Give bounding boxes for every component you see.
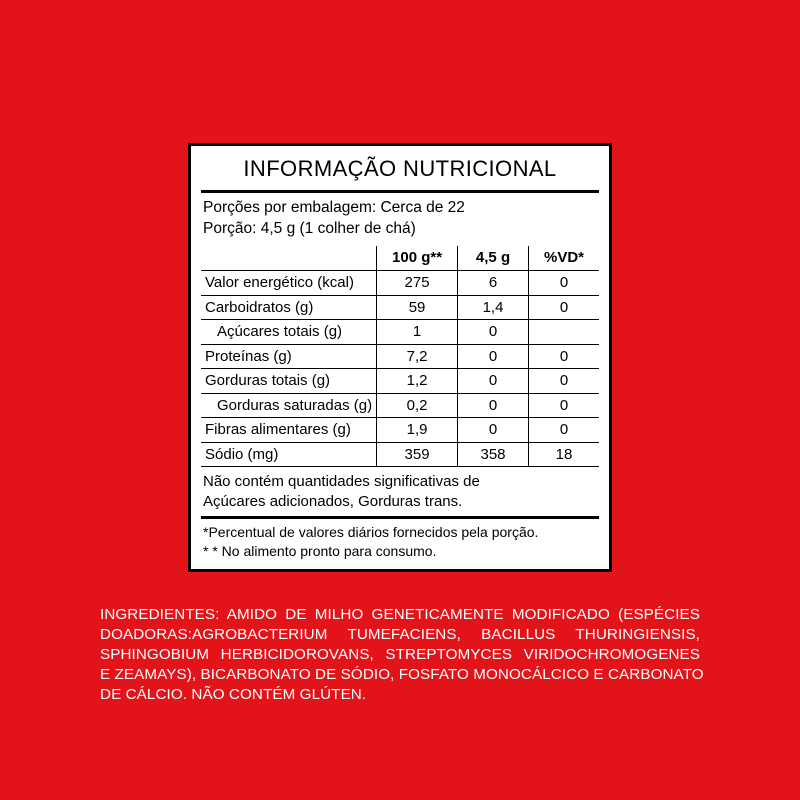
significance-note-line-2: Açúcares adicionados, Gorduras trans. <box>203 492 463 510</box>
table-row <box>201 295 599 320</box>
row-value-portion: 0 <box>458 320 529 345</box>
column-header-vd: %VD* <box>529 246 600 271</box>
row-label: Carboidratos (g) <box>201 295 377 320</box>
table-row <box>201 344 599 369</box>
footnote-daily-values: *Percentual de valores diários fornecidos pela porção. <box>203 524 539 541</box>
row-value-vd: 0 <box>529 295 600 320</box>
table-row <box>201 369 599 394</box>
footnotes <box>201 519 599 563</box>
table-row <box>201 418 599 443</box>
row-value-100g: 59 <box>377 295 458 320</box>
ingredients-line: DE CÁLCIO. NÃO CONTÉM GLÚTEN. <box>100 686 367 704</box>
row-value-vd: 0 <box>529 271 600 296</box>
table-row <box>201 271 599 296</box>
row-label: Valor energético (kcal) <box>201 271 377 296</box>
column-header-100g: 100 g** <box>377 246 458 271</box>
row-value-portion: 358 <box>458 442 529 467</box>
row-label: Proteínas (g) <box>201 344 377 369</box>
row-label: Sódio (mg) <box>201 442 377 467</box>
nutrition-facts-panel <box>188 143 612 572</box>
row-value-vd <box>529 320 600 345</box>
row-value-portion: 0 <box>458 393 529 418</box>
table-row <box>201 393 599 418</box>
table-row <box>201 320 599 345</box>
row-value-vd: 18 <box>529 442 600 467</box>
row-label: Açúcares totais (g) <box>201 320 377 345</box>
servings-info <box>201 193 599 242</box>
row-value-100g: 0,2 <box>377 393 458 418</box>
row-label: Gorduras totais (g) <box>201 369 377 394</box>
row-value-100g: 359 <box>377 442 458 467</box>
row-value-100g: 1,9 <box>377 418 458 443</box>
row-value-vd: 0 <box>529 418 600 443</box>
row-value-100g: 7,2 <box>377 344 458 369</box>
row-value-portion: 0 <box>458 418 529 443</box>
significance-note <box>201 467 599 516</box>
table-row <box>201 442 599 467</box>
servings-per-package: Porções por embalagem: Cerca de 22 <box>203 199 465 216</box>
ingredients-line: INGREDIENTES: AMIDO DE MILHO GENETICAMENTE MODIFICADO (ESPÉCIES <box>100 606 700 623</box>
row-value-vd: 0 <box>529 369 600 394</box>
column-header-portion: 4,5 g <box>458 246 529 271</box>
nutrition-table <box>201 246 599 468</box>
significance-note-line-1: Não contém quantidades significativas de <box>203 473 480 491</box>
row-value-portion: 0 <box>458 344 529 369</box>
panel-title: INFORMAÇÃO NUTRICIONAL <box>243 156 557 181</box>
row-label: Fibras alimentares (g) <box>201 418 377 443</box>
row-value-portion: 1,4 <box>458 295 529 320</box>
row-label: Gorduras saturadas (g) <box>201 393 377 418</box>
row-value-100g: 1 <box>377 320 458 345</box>
row-value-100g: 1,2 <box>377 369 458 394</box>
row-value-100g: 275 <box>377 271 458 296</box>
column-header-nutrient <box>201 246 377 271</box>
row-value-vd: 0 <box>529 393 600 418</box>
row-value-portion: 0 <box>458 369 529 394</box>
ingredients-line: SPHINGOBIUM HERBICIDOROVANS, STREPTOMYCES VIRIDOCHROMOGENES <box>100 646 700 664</box>
serving-size: Porção: 4,5 g (1 colher de chá) <box>203 219 416 237</box>
ingredients-text <box>100 605 704 705</box>
row-value-vd: 0 <box>529 344 600 369</box>
footnote-prepared-food: * * No alimento pronto para consumo. <box>203 543 437 560</box>
table-header-row <box>201 246 599 271</box>
ingredients-line: DOADORAS:AGROBACTERIUM TUMEFACIENS, BACILLUS THURINGIENSIS, <box>100 626 700 644</box>
ingredients-line: E ZEAMAYS), BICARBONATO DE SÓDIO, FOSFATO MONOCÁLCICO E CARBONATO <box>100 666 704 684</box>
row-value-portion: 6 <box>458 271 529 296</box>
